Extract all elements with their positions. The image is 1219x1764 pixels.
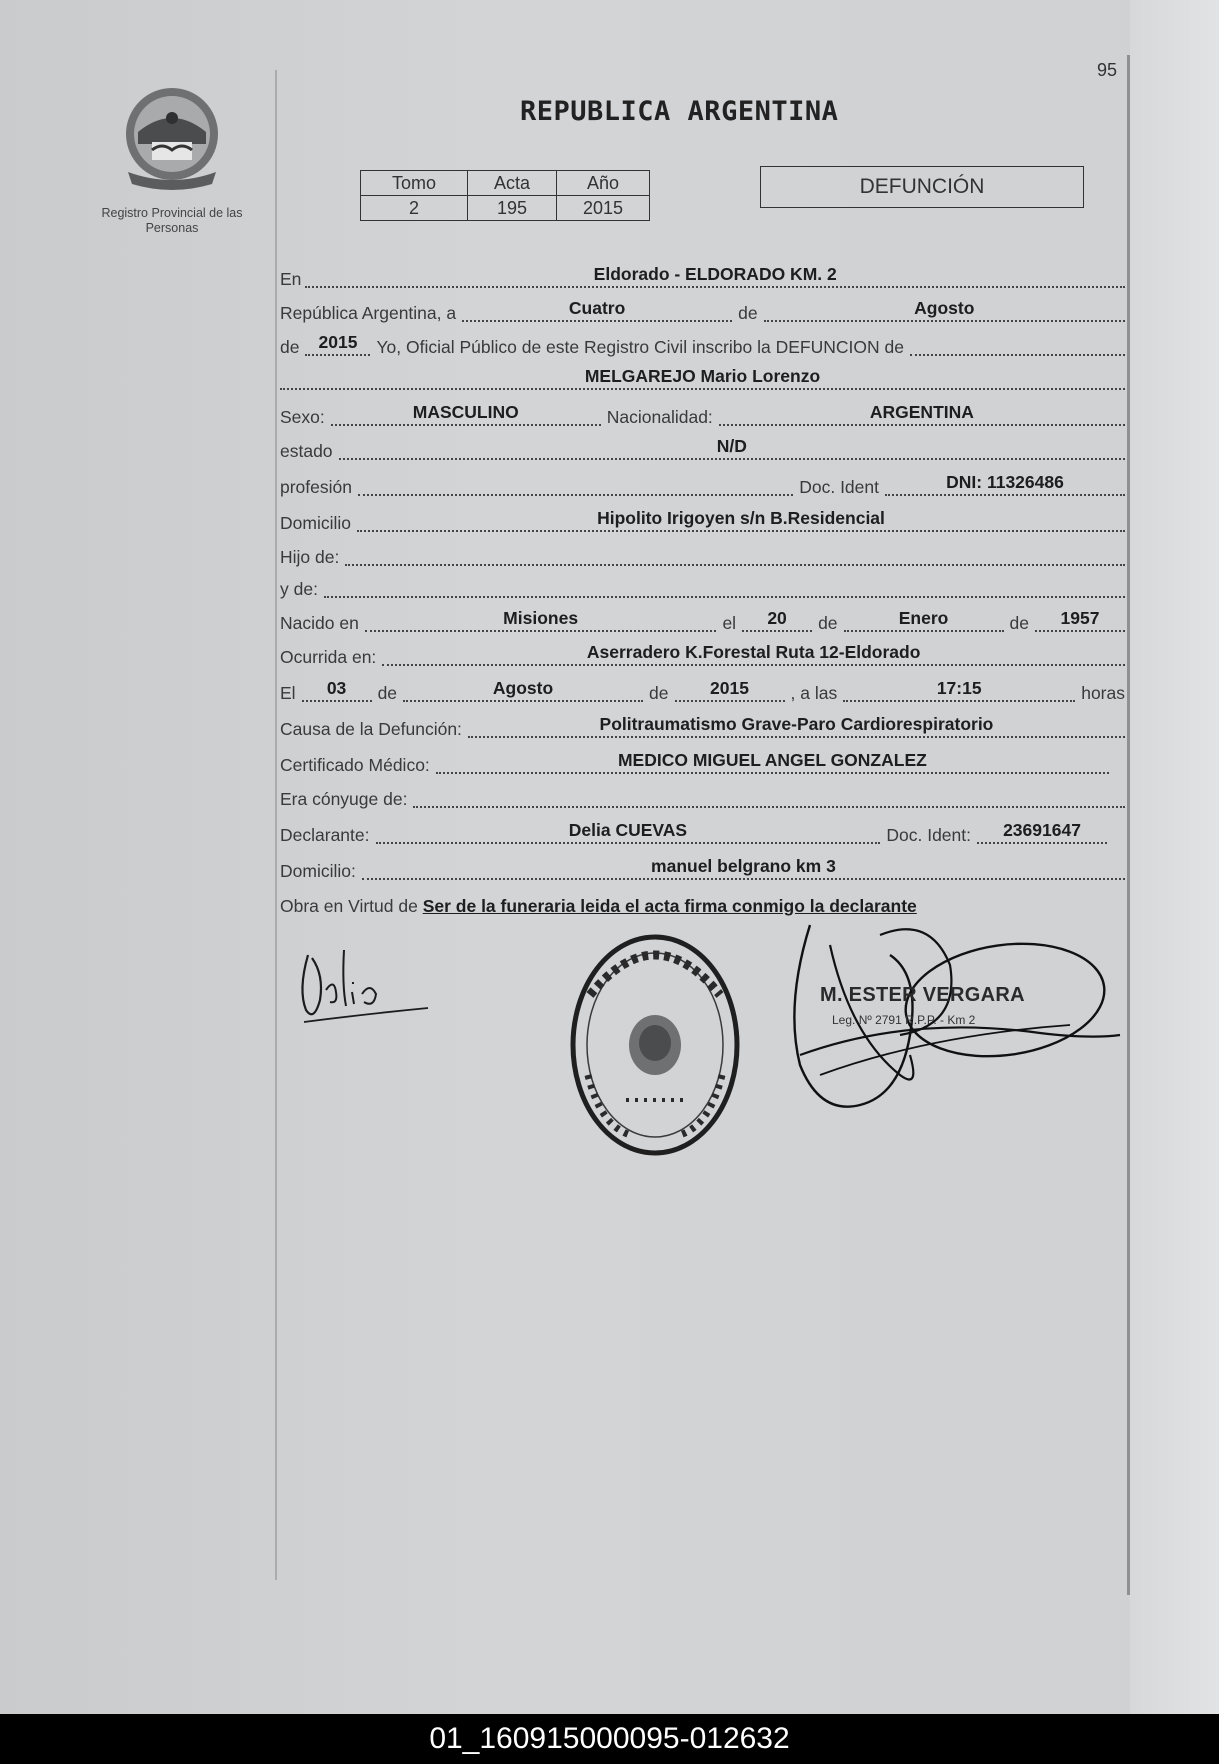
row-hijo xyxy=(280,540,1125,570)
field-anio xyxy=(305,332,370,356)
row-nacido xyxy=(280,606,1125,636)
label-nac-de: de xyxy=(818,613,838,633)
label-ocurrida: Ocurrida en: xyxy=(280,647,377,667)
value-causa: Politraumatismo Grave-Paro Cardiorespiratorio xyxy=(599,714,994,734)
label-domicilio: Domicilio xyxy=(280,513,351,533)
record-value-acta: 195 xyxy=(468,196,557,221)
row-profesion xyxy=(280,470,1125,500)
value-nacionalidad: ARGENTINA xyxy=(869,402,974,422)
label-decl-domicilio: Domicilio: xyxy=(280,861,356,881)
label-obra: Obra en Virtud de xyxy=(280,896,418,916)
row-certificado xyxy=(280,748,1125,778)
label-en: En xyxy=(280,269,302,289)
field-en xyxy=(305,264,1125,288)
label-conyuge: Era cónyuge de: xyxy=(280,789,408,809)
record-table xyxy=(360,170,650,221)
field-estado xyxy=(339,436,1125,460)
label-sexo: Sexo: xyxy=(280,407,325,427)
label-doc-ident: Doc. Ident xyxy=(799,477,879,497)
field-hijo xyxy=(345,542,1125,566)
field-inscribo-tail xyxy=(910,332,1125,356)
value-nac-mes: Enero xyxy=(898,608,949,628)
field-domicilio xyxy=(357,508,1125,532)
label-profesion: profesión xyxy=(280,477,352,497)
registry-caption: Registro Provincial de las Personas xyxy=(101,206,243,235)
label-nac-de2: de xyxy=(1009,613,1029,633)
label-def-de: de xyxy=(377,683,398,703)
row-decl-domicilio xyxy=(280,854,1125,884)
label-estado: estado xyxy=(280,441,333,461)
row-y-de xyxy=(280,572,1125,602)
row-obra xyxy=(280,896,917,917)
row-causa xyxy=(280,712,1125,742)
value-nac-anio: 1957 xyxy=(1060,608,1100,628)
row-nombre xyxy=(280,364,1125,394)
field-dia xyxy=(462,298,732,322)
page-title: REPUBLICA ARGENTINA xyxy=(520,96,839,127)
field-doc-ident xyxy=(885,472,1125,496)
registry-seal xyxy=(560,925,750,1165)
row-domicilio xyxy=(280,506,1125,536)
row-en xyxy=(280,262,1125,292)
label-declarante: Declarante: xyxy=(280,825,370,845)
page-number: 95 xyxy=(1097,60,1118,80)
value-def-anio: 2015 xyxy=(710,678,749,698)
label-causa: Causa de la Defunción: xyxy=(280,719,462,739)
label-el: el xyxy=(722,613,737,633)
record-header-anio: Año xyxy=(557,171,650,196)
field-profesion xyxy=(358,472,793,496)
value-estado: N/D xyxy=(716,436,747,456)
value-mes: Agosto xyxy=(914,298,975,318)
value-doc-ident: DNI: 11326486 xyxy=(946,472,1064,492)
row-conyuge xyxy=(280,782,1125,812)
record-value-anio: 2015 xyxy=(557,196,650,221)
field-ocurrida xyxy=(382,642,1125,666)
field-sexo xyxy=(331,402,601,426)
label-certificado: Certificado Médico: xyxy=(280,755,430,775)
field-mes xyxy=(764,298,1125,322)
label-el2: El xyxy=(280,683,296,703)
row-declarante xyxy=(280,818,1125,848)
label-nacionalidad: Nacionalidad: xyxy=(606,407,713,427)
record-value-tomo: 2 xyxy=(361,196,468,221)
declarant-signature xyxy=(296,930,446,1030)
value-anio: 2015 xyxy=(318,332,358,352)
field-nac-anio xyxy=(1035,608,1125,632)
field-def-dia xyxy=(302,678,372,702)
row-fecha-defuncion xyxy=(280,676,1125,706)
value-domicilio: Hipolito Irigoyen s/n B.Residencial xyxy=(597,508,885,528)
page-edge xyxy=(1130,0,1219,1714)
value-sexo: MASCULINO xyxy=(412,402,519,422)
record-header-tomo: Tomo xyxy=(361,171,468,196)
field-nacido xyxy=(365,608,717,632)
value-nacido: Misiones xyxy=(503,608,579,628)
value-ocurrida: Aserradero K.Forestal Ruta 12-Eldorado xyxy=(586,642,921,662)
footer-id-bar: 01_160915000095-012632 xyxy=(0,1714,1219,1764)
field-def-anio xyxy=(675,678,785,702)
row-republica xyxy=(280,296,1125,326)
value-nac-dia: 20 xyxy=(767,608,787,628)
value-declarante: Delia CUEVAS xyxy=(568,820,688,840)
document-type-box: DEFUNCIÓN xyxy=(760,166,1084,208)
value-def-mes: Agosto xyxy=(492,678,554,698)
right-margin-line xyxy=(1127,55,1130,1595)
field-nac-dia xyxy=(742,608,812,632)
field-decl-doc xyxy=(977,820,1107,844)
label-hijo: Hijo de: xyxy=(280,547,340,567)
row-sexo xyxy=(280,400,1125,430)
label-alas: , a las xyxy=(790,683,838,703)
official-stamp-sub: Leg. Nº 2791 R.P.P. - Km 2 xyxy=(832,1013,976,1027)
label-y-de: y de: xyxy=(280,579,318,599)
label-def-de2: de xyxy=(649,683,669,703)
field-nac-mes xyxy=(844,608,1004,632)
field-conyuge xyxy=(413,784,1125,808)
value-decl-doc: 23691647 xyxy=(1003,820,1081,840)
label-republica: República Argentina, a xyxy=(280,303,457,323)
value-certificado: MEDICO MIGUEL ANGEL GONZALEZ xyxy=(617,750,927,770)
label-inscribo: Yo, Oficial Público de este Registro Civil inscribo la DEFUNCION de xyxy=(376,337,904,357)
value-dia: Cuatro xyxy=(568,298,626,318)
label-nacido: Nacido en xyxy=(280,613,359,633)
row-estado xyxy=(280,434,1125,464)
value-hora: 17:15 xyxy=(936,678,982,698)
field-hora xyxy=(843,678,1075,702)
misiones-emblem-icon xyxy=(118,84,226,192)
field-nombre xyxy=(280,366,1125,390)
field-declarante xyxy=(376,820,881,844)
label-decl-doc: Doc. Ident: xyxy=(886,825,971,845)
value-en: Eldorado - ELDORADO KM. 2 xyxy=(593,264,837,284)
record-header-acta: Acta xyxy=(468,171,557,196)
row-ocurrida xyxy=(280,640,1125,670)
official-stamp-name: M. ESTER VERGARA xyxy=(820,984,1025,1006)
label-de-mes: de xyxy=(738,303,758,323)
field-decl-domicilio xyxy=(362,856,1125,880)
field-causa xyxy=(468,714,1125,738)
row-anio-inscribo xyxy=(280,330,1125,360)
field-y-de xyxy=(324,574,1125,598)
field-def-mes xyxy=(403,678,643,702)
value-decl-domicilio: manuel belgrano km 3 xyxy=(651,856,836,876)
value-obra: Ser de la funeraria leida el acta firma conmigo la declarante xyxy=(422,896,917,916)
label-de-anio: de xyxy=(280,337,300,357)
left-margin-line xyxy=(275,70,277,1580)
field-certificado xyxy=(436,750,1109,774)
value-nombre: MELGAREJO Mario Lorenzo xyxy=(584,366,821,386)
field-nacionalidad xyxy=(719,402,1125,426)
label-horas: horas xyxy=(1081,683,1125,703)
value-def-dia: 03 xyxy=(326,678,347,698)
